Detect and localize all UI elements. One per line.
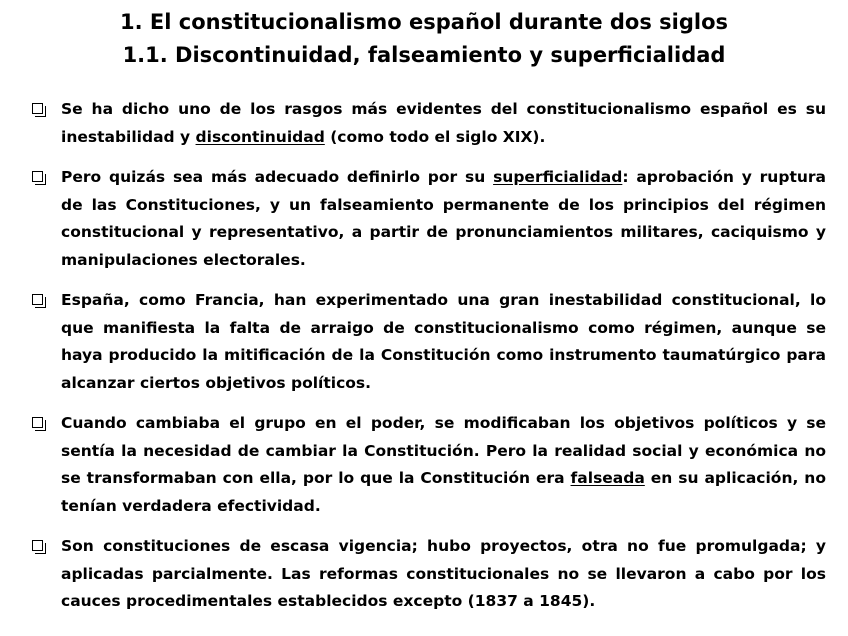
slide-title <box>0 6 848 72</box>
bullet-text: Cuando cambiaba el grupo en el poder, se modificaban los objetivos políticos y se sentía la necesidad de cambiar la Constitución. Pero la realidad social y económica no se transformaban con ella, por lo que la Constitución era <box>61 414 826 487</box>
bullet-text-tail: : aprobación y ruptura de las Constituciones, y un falseamiento permanente de los principios del régimen constitucional y representativo, a partir de pronunciamientos militares, caciquismo y manipulaciones electorales. <box>61 168 826 269</box>
underlined-term: superficialidad <box>493 168 623 186</box>
bullet-item-superficiality <box>30 164 826 274</box>
title-line-2: 1.1. Discontinuidad, falseamiento y superficialidad <box>122 43 726 67</box>
bullet-item-falsified <box>30 410 826 520</box>
bullet-text: España, como Francia, han experimentado una gran inestabilidad constitucional, lo que manifiesta la falta de arraigo de constitucionalismo como régimen, aunque se haya producido la mitificación de la Constitución como instrumento taumatúrgico para alcanzar ciertos objetivos políticos. <box>61 291 826 392</box>
checkbox-bullet-icon <box>32 417 43 428</box>
bullet-text-tail: (como todo el siglo XIX). <box>324 127 546 146</box>
bullet-text-tail: en su aplicación, no tenían verdadera efectividad. <box>61 469 826 515</box>
underlined-term: falseada <box>570 469 645 487</box>
checkbox-bullet-icon <box>32 103 43 114</box>
bullet-list <box>30 96 826 616</box>
title-line-1: 1. El constitucionalismo español durante dos siglos <box>119 10 729 34</box>
underlined-term: discontinuidad <box>195 127 325 146</box>
checkbox-bullet-icon <box>32 294 43 305</box>
checkbox-bullet-icon <box>32 540 43 551</box>
bullet-text: Pero quizás sea más adecuado definirlo por su <box>61 168 494 186</box>
checkbox-bullet-icon <box>32 171 43 182</box>
bullet-text: Son constituciones de escasa vigencia; hubo proyectos, otra no fue promulgada; y aplicadas parcialmente. Las reformas constitucionales no se llevaron a cabo por los cauces procedimentales establecidos excepto (1837 a 1845). <box>61 537 826 610</box>
bullet-item-spain-france <box>30 287 826 397</box>
bullet-text: Se ha dicho uno de los rasgos más evidentes del constitucionalismo español es su inestabilidad y <box>61 100 826 146</box>
bullet-item-instability <box>30 96 826 151</box>
bullet-item-short-validity <box>30 533 826 616</box>
